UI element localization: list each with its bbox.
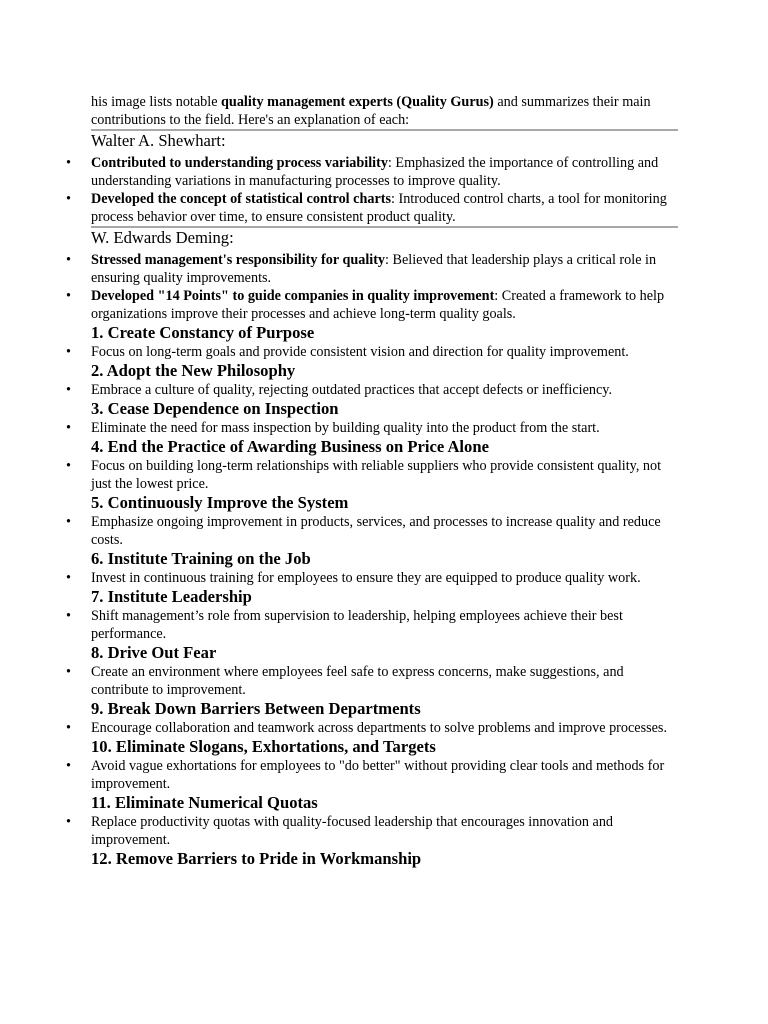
point-description: • Emphasize ongoing improvement in products, services, and processes to increase quality and reduce costs.	[91, 513, 681, 549]
contribution-item	[91, 154, 681, 190]
contribution-title: Developed the concept of statistical control charts	[91, 191, 391, 207]
point-description: • Shift management’s role from supervision to leadership, helping employees achieve their best performance.	[91, 607, 681, 643]
contribution-item	[91, 190, 681, 226]
contribution-list	[91, 154, 681, 226]
contribution-title: Stressed management's responsibility for quality	[91, 252, 386, 268]
intro-paragraph	[91, 93, 681, 129]
contribution-text: : Introduced control charts, a tool for monitoring process behavior over time, to ensure consistent product quality.	[91, 191, 667, 225]
point-description: • Focus on long-term goals and provide consistent vision and direction for quality improvement.	[91, 343, 681, 361]
contribution-title: Developed "14 Points" to guide companies in quality improvement	[91, 288, 495, 304]
point-description: • Create an environment where employees feel safe to express concerns, make suggestions, and contribute to improvement.	[91, 663, 681, 699]
contribution-item	[91, 251, 681, 287]
point-heading: 12. Remove Barriers to Pride in Workmanship	[91, 849, 422, 868]
intro-text-start: his image lists notable	[91, 94, 222, 110]
contribution-item	[91, 287, 681, 323]
point-heading: 1. Create Constancy of Purpose	[91, 323, 315, 342]
expert-section-shewhart	[91, 131, 681, 226]
contribution-title: Contributed to understanding process variability	[91, 155, 388, 171]
point-description: • Avoid vague exhortations for employees to "do better" without providing clear tools and methods for improvement.	[91, 757, 681, 793]
expert-section-deming	[91, 228, 681, 323]
document-page	[91, 93, 681, 869]
point-heading: 6. Institute Training on the Job	[91, 549, 311, 568]
point-heading: 8. Drive Out Fear	[91, 643, 217, 662]
fourteen-points-list	[91, 323, 681, 869]
point-heading: 10. Eliminate Slogans, Exhortations, and Targets	[91, 737, 436, 756]
contribution-list	[91, 251, 681, 323]
contribution-text: : Believed that leadership plays a critical role in ensuring quality improvements.	[91, 252, 657, 286]
point-heading: 4. End the Practice of Awarding Business on Price Alone	[91, 437, 489, 456]
intro-bold-text: quality management experts (Quality Gurus)	[221, 94, 494, 110]
expert-name: W. Edwards Deming:	[91, 228, 234, 247]
point-heading: 11. Eliminate Numerical Quotas	[91, 793, 318, 812]
expert-name: Walter A. Shewhart:	[91, 131, 226, 150]
point-heading: 9. Break Down Barriers Between Departments	[91, 699, 421, 718]
point-heading: 7. Institute Leadership	[91, 587, 252, 606]
point-description: • Encourage collaboration and teamwork across departments to solve problems and improve processes.	[91, 719, 681, 737]
contribution-text: : Emphasized the importance of controlling and understanding variations in manufacturing processes to improve quality.	[91, 155, 659, 189]
point-heading: 3. Cease Dependence on Inspection	[91, 399, 339, 418]
point-heading: 2. Adopt the New Philosophy	[91, 361, 296, 380]
point-description: • Eliminate the need for mass inspection by building quality into the product from the start.	[91, 419, 681, 437]
point-description: • Invest in continuous training for employees to ensure they are equipped to produce quality work.	[91, 569, 681, 587]
intro-text-end: and summarizes their main contributions to the field. Here's an explanation of each:	[91, 94, 651, 128]
point-description: • Replace productivity quotas with quality-focused leadership that encourages innovation and improvement.	[91, 813, 681, 849]
point-description: • Focus on building long-term relationships with reliable suppliers who provide consistent quality, not just the lowest price.	[91, 457, 681, 493]
point-heading: 5. Continuously Improve the System	[91, 493, 349, 512]
point-description: • Embrace a culture of quality, rejecting outdated practices that accept defects or inefficiency.	[91, 381, 681, 399]
contribution-text: : Created a framework to help organizations improve their processes and achieve long-term quality goals.	[91, 288, 665, 322]
